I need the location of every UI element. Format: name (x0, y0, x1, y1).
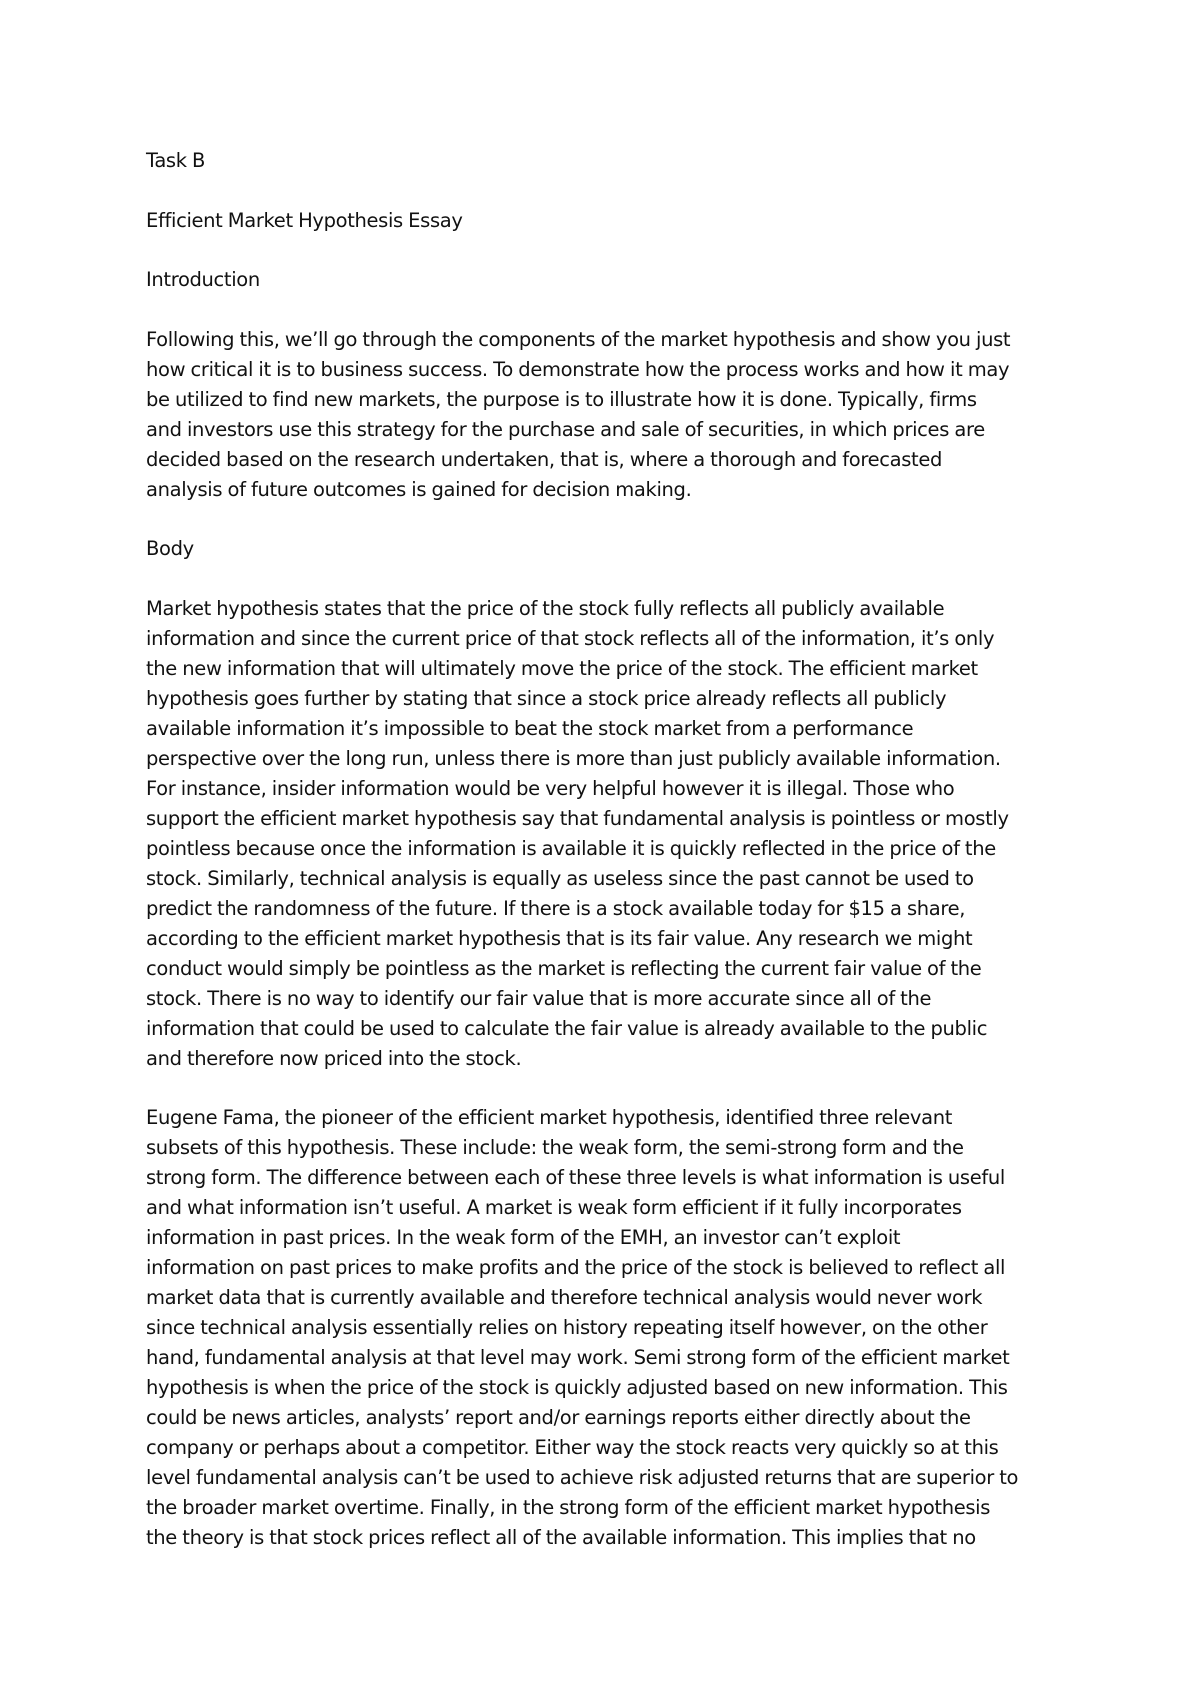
paragraph-line: perspective over the long run, unless there is more than just publicly available information. (146, 746, 1001, 770)
paragraph-line: stock. There is no way to identify our fair value that is more accurate since all of the (146, 986, 932, 1010)
paragraph-line: the broader market overtime. Finally, in the strong form of the efficient market hypothesis (146, 1496, 991, 1519)
paragraph-line: pointless because once the information is available it is quickly reflected in the price of the (146, 836, 996, 860)
paragraph-line: analysis of future outcomes is gained for decision making. (146, 477, 692, 501)
paragraph-line: and what information isn’t useful. A market is weak form efficient if it fully incorporates (146, 1196, 962, 1219)
paragraph-line: Eugene Fama, the pioneer of the efficient market hypothesis, identified three relevant (146, 1106, 952, 1129)
paragraph-line: be utilized to find new markets, the purpose is to illustrate how it is done. Typically, firms (146, 387, 977, 411)
paragraph-line: predict the randomness of the future. If there is a stock available today for $15 a share, (146, 896, 966, 920)
paragraph-line: strong form. The difference between each of these three levels is what information is useful (146, 1166, 1005, 1189)
paragraph-line: available information it’s impossible to beat the stock market from a performance (146, 716, 914, 740)
paragraph-line: hand, fundamental analysis at that level may work. Semi strong form of the efficient market (146, 1346, 1010, 1369)
task-label: Task B (146, 149, 206, 172)
body-paragraph-1 (146, 594, 1066, 1074)
paragraph-line: since technical analysis essentially relies on history repeating itself however, on the other (146, 1316, 988, 1339)
paragraph-line: information on past prices to make profits and the price of the stock is believed to reflect all (146, 1256, 1006, 1279)
paragraph-line: company or perhaps about a competitor. Either way the stock reacts very quickly so at this (146, 1436, 999, 1459)
paragraph-line: could be news articles, analysts’ report and/or earnings reports either directly about the (146, 1406, 971, 1429)
paragraph-line: Following this, we’ll go through the components of the market hypothesis and show you just (146, 327, 1011, 351)
paragraph-line: information that could be used to calculate the fair value is already available to the public (146, 1016, 988, 1040)
paragraph-line: support the efficient market hypothesis say that fundamental analysis is pointless or mostly (146, 806, 1009, 830)
spacer (146, 176, 1066, 206)
spacer (146, 236, 1066, 266)
paragraph-line: conduct would simply be pointless as the market is reflecting the current fair value of the (146, 956, 982, 980)
paragraph-line: subsets of this hypothesis. These include: the weak form, the semi-strong form and the (146, 1136, 964, 1159)
paragraph-line: market data that is currently available and therefore technical analysis would never work (146, 1286, 983, 1309)
paragraph-line: hypothesis is when the price of the stock is quickly adjusted based on new information. This (146, 1376, 1008, 1399)
spacer (146, 295, 1066, 325)
essay-title: Efficient Market Hypothesis Essay (146, 208, 463, 232)
paragraph-line: hypothesis goes further by stating that since a stock price already reflects all publicly (146, 686, 947, 710)
paragraph-line: the theory is that stock prices reflect all of the available information. This implies that no (146, 1526, 976, 1549)
document-content (146, 146, 1066, 1553)
paragraph-line: according to the efficient market hypothesis that is its fair value. Any research we might (146, 926, 973, 950)
paragraph-line: information in past prices. In the weak form of the EMH, an investor can’t exploit (146, 1226, 901, 1249)
paragraph-line: For instance, insider information would be very helpful however it is illegal. Those who (146, 776, 955, 800)
intro-heading: Introduction (146, 268, 260, 291)
body-paragraph-2 (146, 1103, 1066, 1553)
paragraph-line: stock. Similarly, technical analysis is equally as useless since the past cannot be used to (146, 866, 974, 890)
paragraph-line: level fundamental analysis can’t be used to achieve risk adjusted returns that are superior to (146, 1466, 1019, 1489)
paragraph-line: information and since the current price of that stock reflects all of the information, it’s only (146, 626, 995, 650)
paragraph-line: and therefore now priced into the stock. (146, 1046, 522, 1070)
paragraph-line: and investors use this strategy for the purchase and sale of securities, in which prices are (146, 417, 985, 441)
paragraph-line: decided based on the research undertaken, that is, where a thorough and forecasted (146, 447, 943, 471)
paragraph-line: the new information that will ultimately move the price of the stock. The efficient market (146, 656, 978, 680)
spacer (146, 505, 1066, 535)
body-heading: Body (146, 537, 194, 560)
paragraph-line: how critical it is to business success. To demonstrate how the process works and how it may (146, 357, 1010, 381)
intro-paragraph (146, 325, 1066, 505)
spacer (146, 1074, 1066, 1104)
spacer (146, 564, 1066, 594)
paragraph-line: Market hypothesis states that the price of the stock fully reflects all publicly available (146, 596, 945, 620)
